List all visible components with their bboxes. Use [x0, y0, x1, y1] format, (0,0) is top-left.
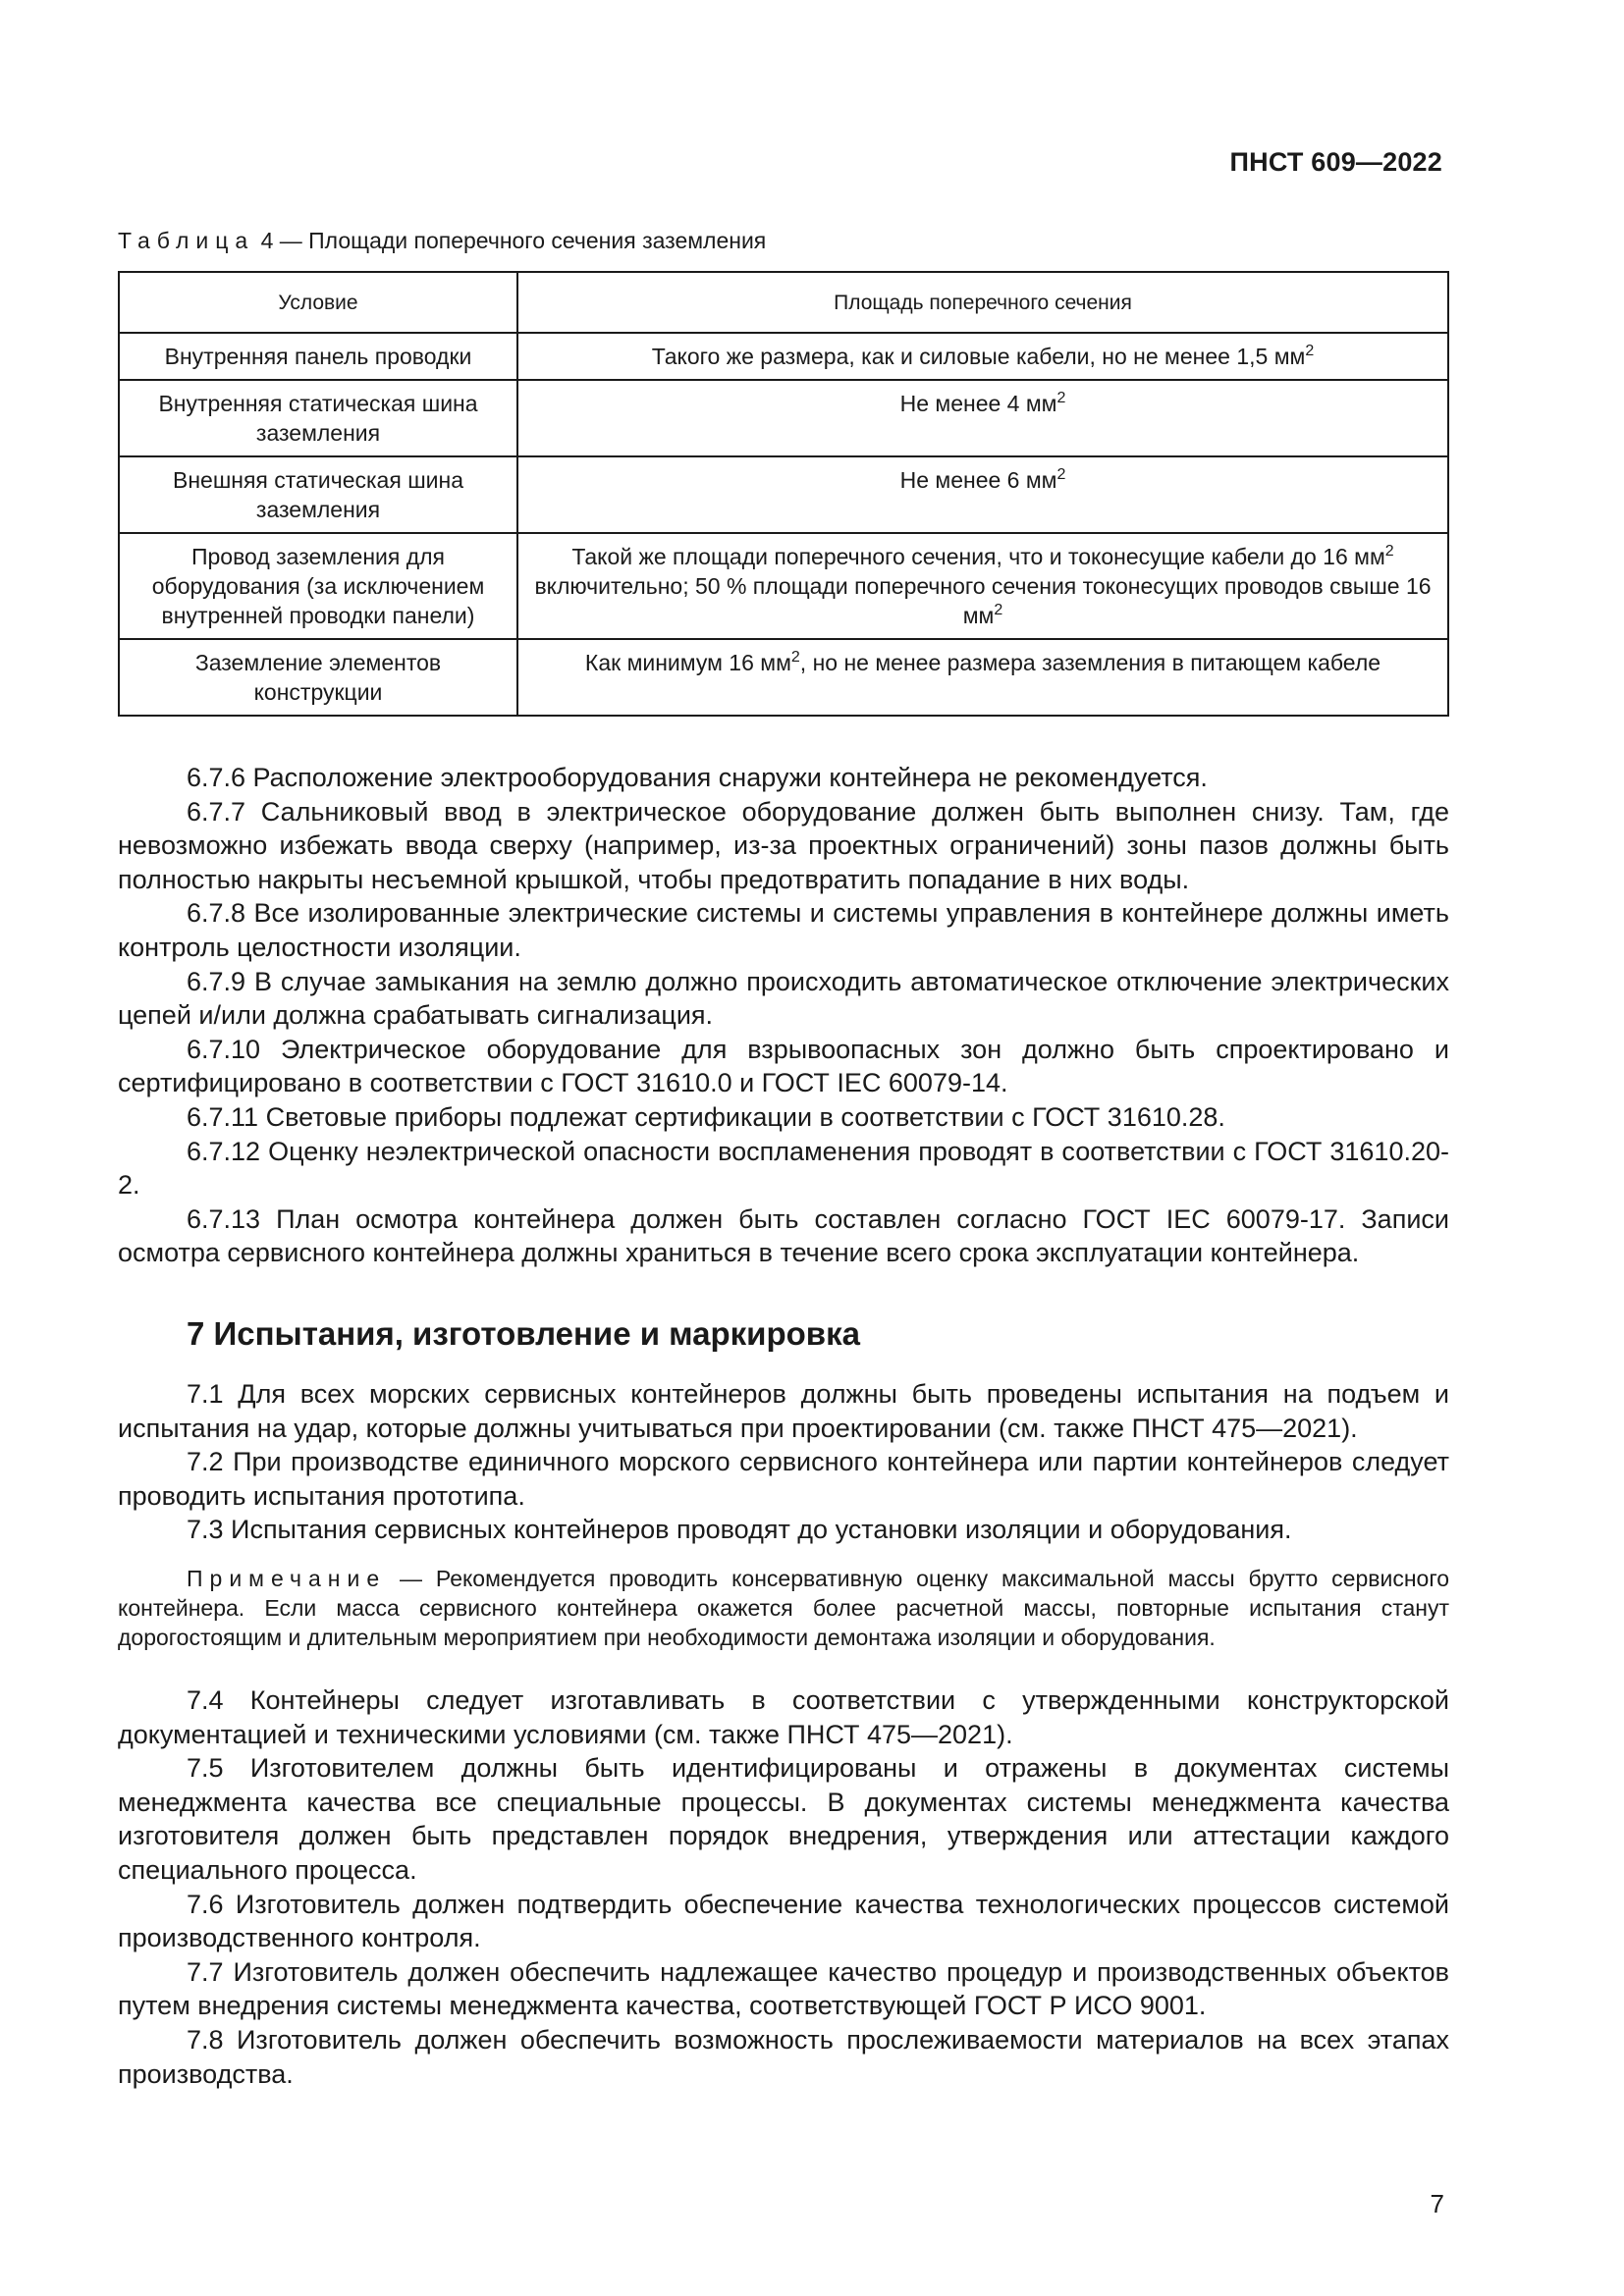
table-caption-title: 4 — Площади поперечного сечения заземления — [254, 228, 767, 253]
area-superscript: 2 — [790, 649, 800, 666]
row-condition: Внутренняя статическая шина заземления — [119, 380, 517, 456]
paragraph-6-7-6: 6.7.6 Расположение электрооборудования снаружи контейнера не рекомендуется. — [187, 763, 1208, 792]
row-condition: Внешняя статическая шина заземления — [119, 456, 517, 533]
area-text: Не менее 4 мм — [899, 391, 1057, 416]
area-text-continued: , но не менее размера заземления в питающем кабеле — [799, 650, 1381, 675]
row-condition: Провод заземления для оборудования (за исключением внутренней проводки панели) — [119, 533, 517, 639]
table-row — [119, 639, 1448, 716]
row-condition: Внутренняя панель проводки — [119, 333, 517, 380]
table-caption — [118, 228, 766, 254]
paragraph-7-7: 7.7 Изготовитель должен обеспечить надлежащее качество процедур и производственных объектов путем внедрения системы менеджмента качества, соответствующей ГОСТ Р ИСО 9001. — [118, 1956, 1449, 2021]
section-7-heading: 7 Испытания, изготовление и маркировка — [187, 1315, 860, 1352]
area-superscript: 2 — [994, 602, 1003, 618]
row-area — [517, 456, 1448, 533]
grounding-cross-section-table — [118, 271, 1449, 717]
table-row — [119, 380, 1448, 456]
row-area — [517, 333, 1448, 380]
clause-7-paragraphs-b — [118, 1683, 1449, 2091]
clause-7-paragraphs-a — [118, 1377, 1449, 1547]
paragraph-7-5: 7.5 Изготовителем должны быть идентифицированы и отражены в документах системы менеджмента качества все специальные процессы. В документах системы менеджмента качества изготовителя должен быть представлен порядок внедрения, утверждения или аттестации каждого специального процесса. — [118, 1753, 1449, 1885]
area-text-continued: включительно; 50 % площади поперечного сечения токонесущих проводов свыше 16 мм — [534, 573, 1432, 628]
paragraph-6-7-11: 6.7.11 Световые приборы подлежат сертификации в соответствии с ГОСТ 31610.28. — [187, 1101, 1225, 1132]
paragraph-6-7-9: 6.7.9 В случае замыкания на землю должно происходить автоматическое отключение электрических цепей и/или должна срабатывать сигнализация. — [118, 966, 1449, 1031]
clause-6-7-paragraphs — [118, 761, 1449, 1270]
area-text: Такой же площади поперечного сечения, что и токонесущие кабели до 16 мм — [571, 544, 1385, 569]
table-row — [119, 456, 1448, 533]
area-superscript: 2 — [1056, 390, 1066, 406]
paragraph-7-2: 7.2 При производстве единичного морского сервисного контейнера или партии контейнеров следует проводить испытания прототипа. — [118, 1447, 1449, 1511]
row-condition: Заземление элементов конструкции — [119, 639, 517, 716]
paragraph-6-7-10: 6.7.10 Электрическое оборудование для взрывоопасных зон должно быть спроектировано и сертифицировано в соответствии с ГОСТ 31610.0 и ГОСТ IEC 60079-14. — [118, 1034, 1449, 1098]
area-text: Не менее 6 мм — [899, 467, 1057, 493]
row-area — [517, 533, 1448, 639]
area-superscript: 2 — [1305, 343, 1315, 359]
table-caption-prefix: Таблица — [118, 228, 255, 253]
note-block — [118, 1564, 1449, 1652]
paragraph-6-7-13: 6.7.13 План осмотра контейнера должен быть составлен согласно ГОСТ IEC 60079-17. Записи осмотра сервисного контейнера должны храниться в течение всего срока эксплуатации контейнера. — [118, 1203, 1449, 1268]
area-superscript: 2 — [1056, 466, 1066, 483]
paragraph-7-1: 7.1 Для всех морских сервисных контейнеров должны быть проведены испытания на подъем и испытания на удар, которые должны учитываться при проектировании (см. также ПНСТ 475—2021). — [118, 1379, 1449, 1443]
header-cross-section-area: Площадь поперечного сечения — [517, 272, 1448, 333]
header-condition: Условие — [119, 272, 517, 333]
paragraph-7-6: 7.6 Изготовитель должен подтвердить обеспечение качества технологических процессов системой производственного контроля. — [118, 1889, 1449, 1953]
table-row — [119, 533, 1448, 639]
page-number: 7 — [1430, 2189, 1444, 2218]
row-area — [517, 639, 1448, 716]
table-header-row — [119, 272, 1448, 333]
note-text: — Рекомендуется проводить консервативную оценку максимальной массы брутто сервисного контейнера. Если масса сервисного контейнера окажется более расчетной массы, повторные испытания станут дорогостоящим и длительным мероприятием при необходимости демонтажа изоляции и оборудования. — [118, 1566, 1449, 1650]
note-label: Примечание — [187, 1566, 387, 1591]
paragraph-6-7-7: 6.7.7 Сальниковый ввод в электрическое оборудование должен быть выполнен снизу. Там, где невозможно избежать ввода сверху (например, из-за проектных ограничений) зоны пазов должны быть полностью накрыты несъемной крышкой, чтобы предотвратить попадание в них воды. — [118, 796, 1449, 894]
paragraph-6-7-12: 6.7.12 Оценку неэлектрической опасности воспламенения проводят в соответствии с ГОСТ 31610.20-2. — [118, 1136, 1449, 1201]
paragraph-7-8: 7.8 Изготовитель должен обеспечить возможность прослеживаемости материалов на всех этапах производства. — [118, 2024, 1449, 2089]
paragraph-7-3: 7.3 Испытания сервисных контейнеров проводят до установки изоляции и оборудования. — [187, 1515, 1292, 1545]
standard-id: ПНСТ 609—2022 — [1229, 147, 1442, 177]
row-area — [517, 380, 1448, 456]
paragraph-6-7-8: 6.7.8 Все изолированные электрические системы и системы управления в контейнере должны иметь контроль целостности изоляции. — [118, 898, 1449, 962]
paragraph-7-4: 7.4 Контейнеры следует изготавливать в соответствии с утвержденными конструкторской документацией и техническими условиями (см. также ПНСТ 475—2021). — [118, 1685, 1449, 1749]
table-row — [119, 333, 1448, 380]
area-text: Как минимум 16 мм — [584, 650, 791, 675]
area-text: Такого же размера, как и силовые кабели, но не менее 1,5 мм — [651, 344, 1306, 369]
area-superscript: 2 — [1384, 543, 1394, 560]
